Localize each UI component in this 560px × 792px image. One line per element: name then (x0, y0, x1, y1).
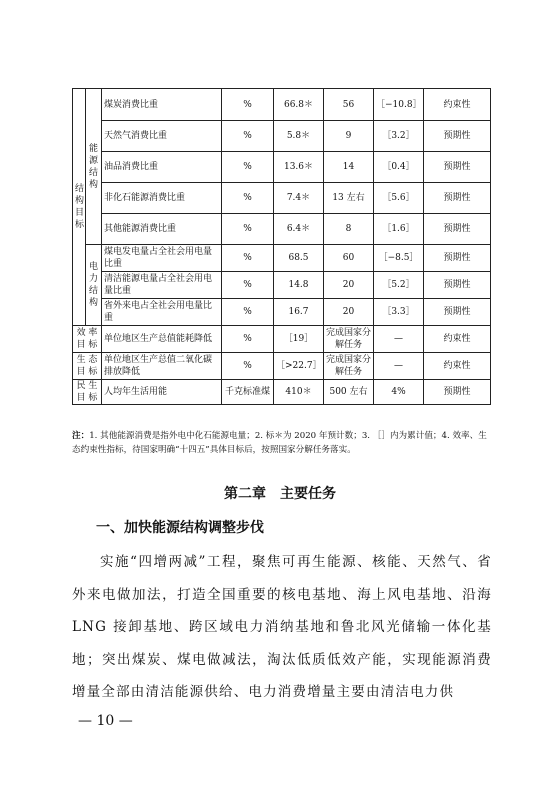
group-livelihood-label-char: 目 标 (76, 393, 98, 403)
value-2025: 完成国家分解任务 (324, 353, 374, 380)
page-number: — 10 — (78, 713, 133, 729)
indicator-name: 天然气消费比重 (102, 121, 222, 152)
attribute-cell: 预期性 (424, 152, 491, 183)
table-row (73, 353, 491, 380)
group-livelihood-label-char: 民 生 (76, 381, 98, 391)
table-row (73, 245, 491, 272)
unit-cell: % (222, 245, 274, 272)
indicator-name: 人均年生活用能 (102, 380, 222, 405)
unit-cell: % (222, 353, 274, 380)
unit-cell: % (222, 214, 274, 245)
attribute-cell: 约束性 (424, 89, 491, 121)
group-efficiency-label-char: 目 标 (76, 340, 98, 350)
group-efficiency-label (73, 326, 102, 353)
unit-cell: % (222, 299, 274, 326)
value-change: ［5.2］ (374, 272, 424, 299)
indicator-name: 油品消费比重 (102, 152, 222, 183)
attribute-cell: 预期性 (424, 214, 491, 245)
attribute-cell: 约束性 (424, 326, 491, 353)
group-eco-label (73, 353, 102, 380)
group-structure-label-char: 结 (75, 184, 85, 194)
value-2025: 8 (324, 214, 374, 245)
attribute-cell: 预期性 (424, 245, 491, 272)
attribute-cell: 预期性 (424, 272, 491, 299)
value-2020: 7.4＊ (274, 183, 324, 214)
value-2025: 500 左右 (324, 380, 374, 405)
unit-cell: % (222, 89, 274, 121)
sub-power-label-char: 构 (88, 298, 98, 308)
section-title: 一、加快能源结构调整步伐 (96, 520, 264, 536)
sub-power-label-char: 结 (88, 286, 98, 296)
value-2025: 13 左右 (324, 183, 374, 214)
table-row (73, 214, 491, 245)
note-text: 1. 其他能源消费是指外电中化石能源电量；2. 标＊为 2020 年预计数；3. ［］内为累计值；4. 效率、生态约束性指标，待国家明确“十四五”具体目标后，按照国家分解任务落实。 (72, 431, 487, 455)
group-structure-label-char: 目 (75, 208, 85, 218)
value-2025: 14 (324, 152, 374, 183)
unit-cell: % (222, 272, 274, 299)
value-change: ［3.3］ (374, 299, 424, 326)
indicator-name: 煤电发电量占全社会用电量比重 (102, 245, 222, 272)
group-eco-label-char: 生 态 (76, 355, 98, 365)
paragraph-text: 实施“四增两减”工程，聚焦可再生能源、核能、天然气、省外来电做加法，打造全国重要的核电基地、海上风电基地、沿海 LNG 接卸基地、跨区域电力消纳基地和鲁北风光储输一体化基地；突出煤炭、煤电做减法，淘汰低质低效产能，实现能源消费增量全部由清洁能源供给、电力消费增量主要由清洁电力供 (72, 554, 492, 700)
indicator-name: 其他能源消费比重 (102, 214, 222, 245)
sub-power-label (86, 245, 102, 326)
value-2025: 56 (324, 89, 374, 121)
value-2020: 6.4＊ (274, 214, 324, 245)
sub-power-label-char: 力 (88, 274, 98, 284)
sub-energy-label-char: 源 (88, 155, 98, 166)
value-2020: 68.5 (274, 245, 324, 272)
value-change: ［5.6］ (374, 183, 424, 214)
value-2020: 16.7 (274, 299, 324, 326)
indicator-name: 省外来电占全社会用电量比重 (102, 299, 222, 326)
table-note (72, 429, 492, 457)
value-change: ［−8.5］ (374, 245, 424, 272)
group-eco-label-char: 目 标 (76, 367, 98, 377)
table-row (73, 152, 491, 183)
value-2020: 5.8＊ (274, 121, 324, 152)
group-livelihood-label (73, 380, 102, 405)
group-structure-label (73, 89, 86, 326)
value-2025: 60 (324, 245, 374, 272)
chapter-title: 第二章 主要任务 (224, 486, 336, 502)
value-2025: 完成国家分解任务 (324, 326, 374, 353)
value-2020: 66.8＊ (274, 89, 324, 121)
unit-cell: % (222, 152, 274, 183)
attribute-cell: 预期性 (424, 380, 491, 405)
table-row (73, 121, 491, 152)
sub-energy-label-char: 构 (88, 179, 98, 190)
sub-energy-label (86, 89, 102, 245)
value-change: 4% (374, 380, 424, 405)
sub-power-label-char: 电 (88, 262, 98, 272)
group-efficiency-label-char: 效 率 (76, 328, 98, 338)
value-2020: 14.8 (274, 272, 324, 299)
table-row (73, 183, 491, 214)
value-2025: 20 (324, 272, 374, 299)
value-change: ［−10.8］ (374, 89, 424, 121)
body-paragraph (72, 546, 492, 709)
table-row (73, 299, 491, 326)
value-change: ［0.4］ (374, 152, 424, 183)
value-change: — (374, 326, 424, 353)
sub-energy-label-char: 能 (88, 143, 98, 154)
note-label: 注： (72, 431, 90, 441)
attribute-cell: 约束性 (424, 353, 491, 380)
value-change: ［3.2］ (374, 121, 424, 152)
unit-cell: % (222, 326, 274, 353)
value-2020: 410＊ (274, 380, 324, 405)
value-2025: 20 (324, 299, 374, 326)
group-structure-label-char: 构 (75, 196, 85, 206)
table-row (73, 89, 491, 121)
value-change: ［1.6］ (374, 214, 424, 245)
value-2020: 13.6＊ (274, 152, 324, 183)
value-2025: 9 (324, 121, 374, 152)
table-row (73, 272, 491, 299)
indicator-name: 单位地区生产总值能耗降低 (102, 326, 222, 353)
indicator-name: 非化石能源消费比重 (102, 183, 222, 214)
indicator-name: 清洁能源电量占全社会用电量比重 (102, 272, 222, 299)
targets-table (72, 88, 491, 405)
value-2020: ［>22.7］ (274, 353, 324, 380)
unit-cell: % (222, 121, 274, 152)
value-change: — (374, 353, 424, 380)
attribute-cell: 预期性 (424, 183, 491, 214)
indicator-name: 单位地区生产总值二氧化碳排放降低 (102, 353, 222, 380)
table-row (73, 326, 491, 353)
indicator-name: 煤炭消费比重 (102, 89, 222, 121)
sub-energy-label-char: 结 (88, 167, 98, 178)
attribute-cell: 预期性 (424, 121, 491, 152)
unit-cell: % (222, 183, 274, 214)
group-structure-label-char: 标 (75, 220, 85, 230)
table-row (73, 380, 491, 405)
unit-cell: 千克标准煤 (222, 380, 274, 405)
attribute-cell: 预期性 (424, 299, 491, 326)
value-2020: ［19］ (274, 326, 324, 353)
